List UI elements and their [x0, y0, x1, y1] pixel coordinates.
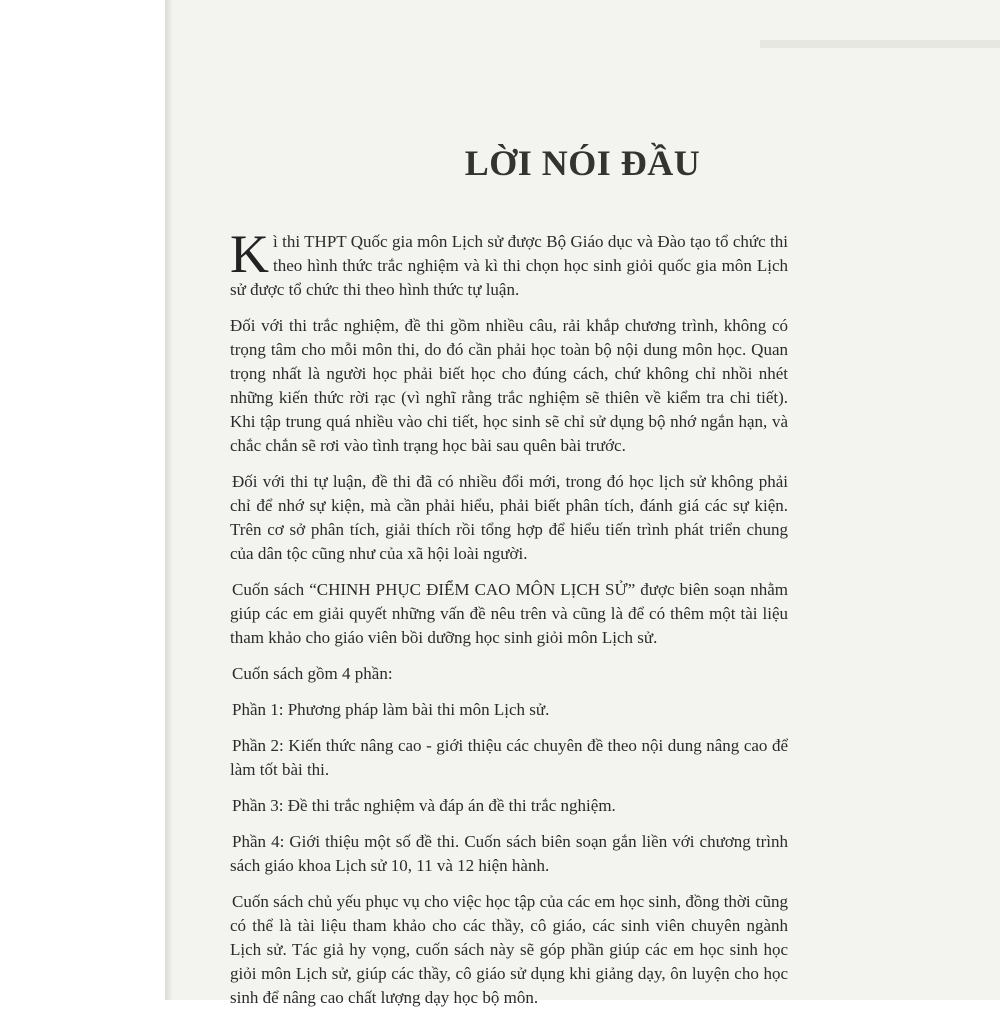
paragraph-2-text: Đối với thi trắc nghiệm, đề thi gồm nhiều câu, rải khắp chương trình, không có trọng tâm cho mỗi môn thi, do đó cần phải học toàn bộ nội dung môn học. Quan trọng nhất là người học phải biết học cho đúng cách, chứ không chỉ nhồi nhét những kiến thức rời rạc (vì nghĩ rằng trắc nghiệm sẽ thiên về kiểm tra chi tiết). Khi tập trung quá nhiều vào chi tiết, học sinh sẽ chỉ sử dụng bộ nhớ ngắn hạn, và chắc chắn sẽ rơi vào tình trạng học bài sau quên bài trước.	[230, 316, 788, 455]
paragraph-3-text: Đối với thi tự luận, đề thi đã có nhiều đổi mới, trong đó học lịch sử không phải chỉ để nhớ sự kiện, mà cần phải hiểu, phải biết phân tích, đánh giá các sự kiện. Trên cơ sở phân tích, giải thích rồi tổng hợp để hiểu tiến trình phát triển chung của dân tộc cũng như của xã hội loài người.	[230, 472, 788, 563]
paragraph-5-text: Cuốn sách gồm 4 phần:	[232, 664, 393, 683]
paragraph-3	[230, 470, 788, 566]
paragraph-9-text: Phần 4: Giới thiệu một số đề thi. Cuốn sách biên soạn gắn liền với chương trình sách giáo khoa Lịch sử 10, 11 và 12 hiện hành.	[230, 832, 788, 875]
paragraph-4	[230, 578, 788, 650]
paragraph-10	[230, 890, 788, 1010]
paragraph-7-text: Phần 2: Kiến thức nâng cao - giới thiệu các chuyên đề theo nội dung nâng cao để làm tốt bài thi.	[230, 736, 788, 779]
paragraph-1-text: ì thi THPT Quốc gia môn Lịch sử được Bộ Giáo dục và Đào tạo tổ chức thi theo hình thức trắc nghiệm và kì thi chọn học sinh giỏi quốc gia môn Lịch sử được tổ chức thi theo hình thức tự luận.	[230, 232, 788, 299]
paragraph-4-text: Cuốn sách “CHINH PHỤC ĐIỂM CAO MÔN LỊCH SỬ” được biên soạn nhằm giúp các em giải quyết những vấn đề nêu trên và cũng là để có thêm một tài liệu tham khảo cho giáo viên bồi dưỡng học sinh giỏi môn Lịch sử.	[230, 580, 788, 647]
paragraph-9	[230, 830, 788, 878]
paragraph-7	[230, 734, 788, 782]
paragraph-8	[230, 794, 788, 818]
paragraph-2	[230, 314, 788, 458]
drop-cap: K	[230, 224, 269, 284]
bleed-through-header	[760, 40, 1000, 48]
paragraph-6	[230, 698, 788, 722]
preface-body	[230, 224, 788, 1022]
paragraph-10-text: Cuốn sách chủ yếu phục vụ cho việc học tập của các em học sinh, đồng thời cũng có thể là tài liệu tham khảo cho các thầy, cô giáo, các sinh viên chuyên ngành Lịch sử. Tác giả hy vọng, cuốn sách này sẽ góp phần giúp các em học sinh học giỏi môn Lịch sử, giúp các thầy, cô giáo sử dụng khi giảng dạy, ôn luyện cho học sinh để nâng cao chất lượng dạy học bộ môn.	[230, 892, 788, 1007]
paragraph-8-text: Phần 3: Đề thi trắc nghiệm và đáp án đề thi trắc nghiệm.	[232, 796, 616, 815]
paragraph-6-text: Phần 1: Phương pháp làm bài thi môn Lịch sử.	[232, 700, 550, 719]
paragraph-1	[230, 224, 788, 302]
paragraph-5	[230, 662, 788, 686]
page-title: LỜI NÓI ĐẦU	[464, 143, 701, 183]
